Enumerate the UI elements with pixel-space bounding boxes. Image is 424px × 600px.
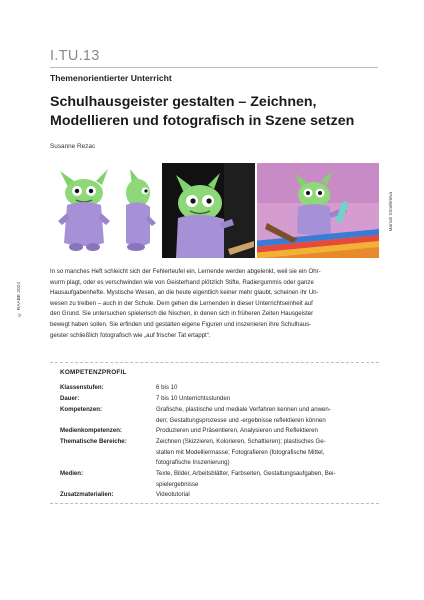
- profile-value-line: Texte, Bilder, Arbeitsblätter, Farbseiten, Gestaltungsaufgaben, Bei-: [156, 470, 336, 477]
- profile-value: [156, 469, 370, 490]
- intro-line: wesen zu treiben – auch in der Schule. Dem gehen die Lernenden in dieser Unterrichtseinheit auf: [50, 299, 313, 307]
- profile-value-line: den; Gestaltungsprozesse und -ergebnisse reflektieren können: [156, 416, 326, 424]
- profile-heading: KOMPETENZPROFIL: [60, 369, 127, 376]
- competence-profile-box: [50, 362, 379, 504]
- author-name: Susanne Rezac: [50, 143, 96, 150]
- profile-label: Medien:: [60, 470, 84, 477]
- photo-monster-peeking: [162, 163, 255, 258]
- category-label: Themenorientierter Unterricht: [50, 73, 172, 83]
- profile-value: Videotutorial: [156, 491, 190, 498]
- profile-value-line: Grafische, plastische und mediale Verfahren kennen und anwen-: [156, 406, 331, 413]
- header-divider: [50, 67, 378, 68]
- profile-label: Dauer:: [60, 395, 80, 402]
- profile-value: 6 bis 10: [156, 384, 178, 391]
- profile-value: [156, 437, 370, 469]
- profile-value-line: fotografische Inszenierung): [156, 459, 230, 467]
- title-line-2: Modellieren und fotografisch in Szene setzen: [50, 113, 355, 129]
- unit-code: I.TU.13: [50, 48, 100, 64]
- profile-value-line: Zeichnen (Skizzieren, Kolorieren, Schattieren); plastisches Ge-: [156, 438, 326, 445]
- intro-line: geister schließlich fotografisch wie „auf frischer Tat ertappt“.: [50, 331, 211, 339]
- intro-line: bewegt haben sollen. Sie erfinden und gestalten eigene Figuren und inszenieren ihre Schulhaus-: [50, 320, 312, 328]
- photo-credit: Marrah Stroebrieva: [388, 192, 393, 232]
- profile-value-line: spielergebnisse: [156, 480, 199, 488]
- profile-label: Medienkompetenzen:: [60, 427, 122, 434]
- intro-line: wurm plagt, oder es verschwinden wie von Geisterhand plötzlich Stifte, Radiergummis oder ganze: [50, 278, 314, 286]
- profile-label: Thematische Bereiche:: [60, 438, 127, 445]
- intro-line: den Grund. Sie untersuchen spielerisch die Nischen, in denen sich in früheren Zeiten Hausgeister: [50, 310, 314, 318]
- profile-value: [156, 405, 370, 426]
- profile-value: 7 bis 10 Unterrichtsstunden: [156, 395, 231, 402]
- side-copyright: © RAABE 2024: [17, 282, 22, 317]
- photo-monster-pencils: [257, 163, 379, 258]
- photo-monster-front-side: [50, 163, 160, 258]
- page-title: [50, 93, 390, 131]
- profile-value: Produzieren und Präsentieren, Analysieren und Reflektieren: [156, 427, 318, 434]
- intro-line: In so manches Heft schleicht sich der Fehlerteufel ein, Lernende werden abgelenkt, weil sie ein Ohr-: [50, 268, 321, 275]
- intro-paragraph: [50, 267, 378, 341]
- profile-value-line: stalten mit Modelliermasse; Fotografieren (fotografische Mittel,: [156, 448, 325, 456]
- title-line-1: Schulhausgeister gestalten – Zeichnen,: [50, 94, 317, 110]
- profile-label: Zusatzmaterialien:: [60, 491, 114, 498]
- profile-label: Klassenstufen:: [60, 384, 104, 391]
- profile-label: Kompetenzen:: [60, 406, 102, 413]
- photo-strip: [50, 163, 379, 258]
- intro-line: Hausaufgabenhefte. Mystische Wesen, an die heute eigentlich keiner mehr glaubt, scheinen ihr Un-: [50, 289, 319, 297]
